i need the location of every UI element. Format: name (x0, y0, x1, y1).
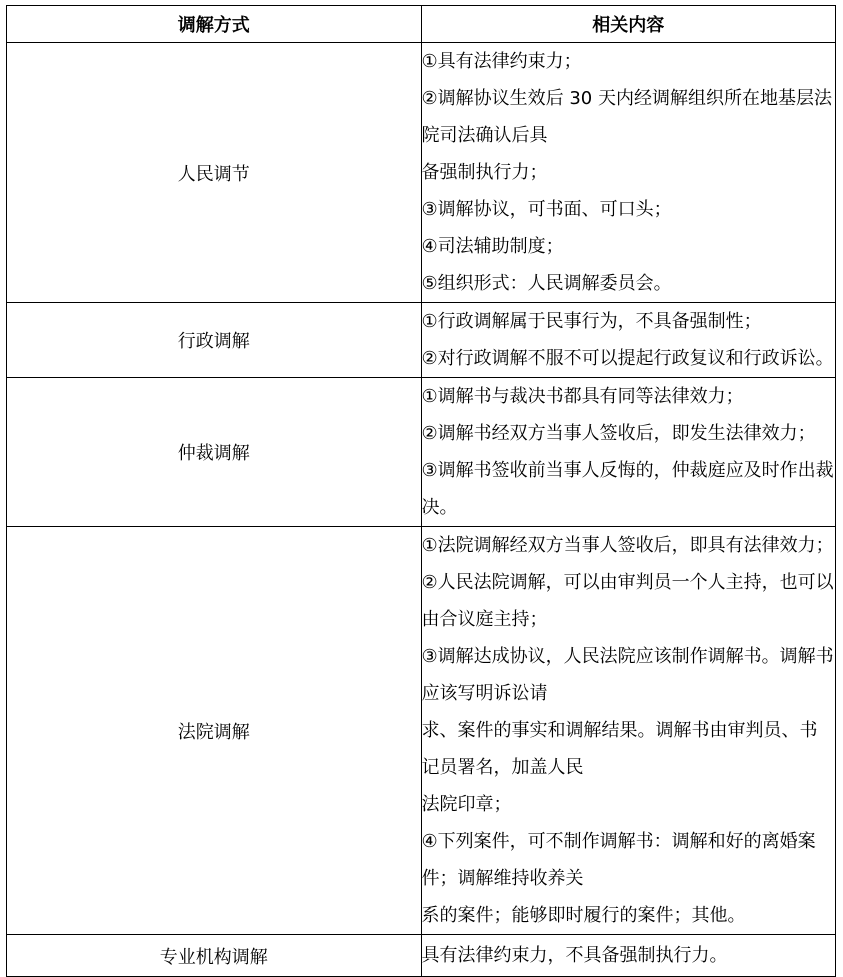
row-type-label: 法院调解 (7, 527, 422, 935)
content-line: ②对行政调解不服不可以提起行政复议和行政诉讼。 (421, 348, 834, 369)
table-row (7, 527, 836, 935)
row-type-label: 行政调解 (7, 303, 422, 378)
content-line: ⑤组织形式：人民调解委员会。 (421, 273, 672, 294)
content-line: 求、案件的事实和调解结果。调解书由审判员、书记员署名，加盖人民 (421, 720, 818, 778)
row-type-label: 仲裁调解 (7, 378, 422, 527)
content-line: 法院印章； (421, 794, 512, 815)
table-row (7, 935, 836, 977)
content-line: ①法院调解经双方当事人签收后，即具有法律效力； (421, 535, 834, 556)
content-line: ②调解书经双方当事人签收后，即发生法律效力； (421, 423, 816, 444)
content-line: ④司法辅助制度； (421, 236, 564, 257)
content-line: ②调解协议生效后 30 天内经调解组织所在地基层法院司法确认后具 (421, 88, 832, 146)
content-line: ③调解协议，可书面、可口头； (421, 199, 672, 220)
content-line: ②人民法院调解，可以由审判员一个人主持，也可以由合议庭主持； (421, 572, 834, 630)
row-content (421, 43, 836, 303)
content-line: ③调解书签收前当事人反悔的，仲裁庭应及时作出裁决。 (421, 460, 834, 518)
row-content (421, 303, 836, 378)
mediation-comparison-table (6, 5, 836, 977)
row-type-label: 人民调节 (7, 43, 422, 303)
table-row (7, 43, 836, 303)
header-mediation-method: 调解方式 (7, 6, 422, 43)
row-content (421, 378, 836, 527)
content-line: ①调解书与裁决书都具有同等法律效力； (421, 386, 744, 407)
content-line: ①具有法律约束力； (421, 51, 582, 72)
table-header-row (7, 6, 836, 43)
content-line: 具有法律约束力，不具备强制执行力。 (421, 945, 728, 966)
content-line: 备强制执行力； (421, 162, 548, 183)
content-line: 系的案件；能够即时履行的案件；其他。 (421, 905, 746, 926)
table-row (7, 303, 836, 378)
content-line: ④下列案件，可不制作调解书：调解和好的离婚案件；调解维持收养关 (421, 831, 816, 889)
row-type-label: 专业机构调解 (7, 935, 422, 977)
table-row (7, 378, 836, 527)
content-line: ③调解达成协议，人民法院应该制作调解书。调解书应该写明诉讼请 (421, 646, 834, 704)
row-content (421, 527, 836, 935)
header-related-content: 相关内容 (421, 6, 836, 43)
content-line: ①行政调解属于民事行为，不具备强制性； (421, 311, 762, 332)
row-content (421, 935, 836, 977)
